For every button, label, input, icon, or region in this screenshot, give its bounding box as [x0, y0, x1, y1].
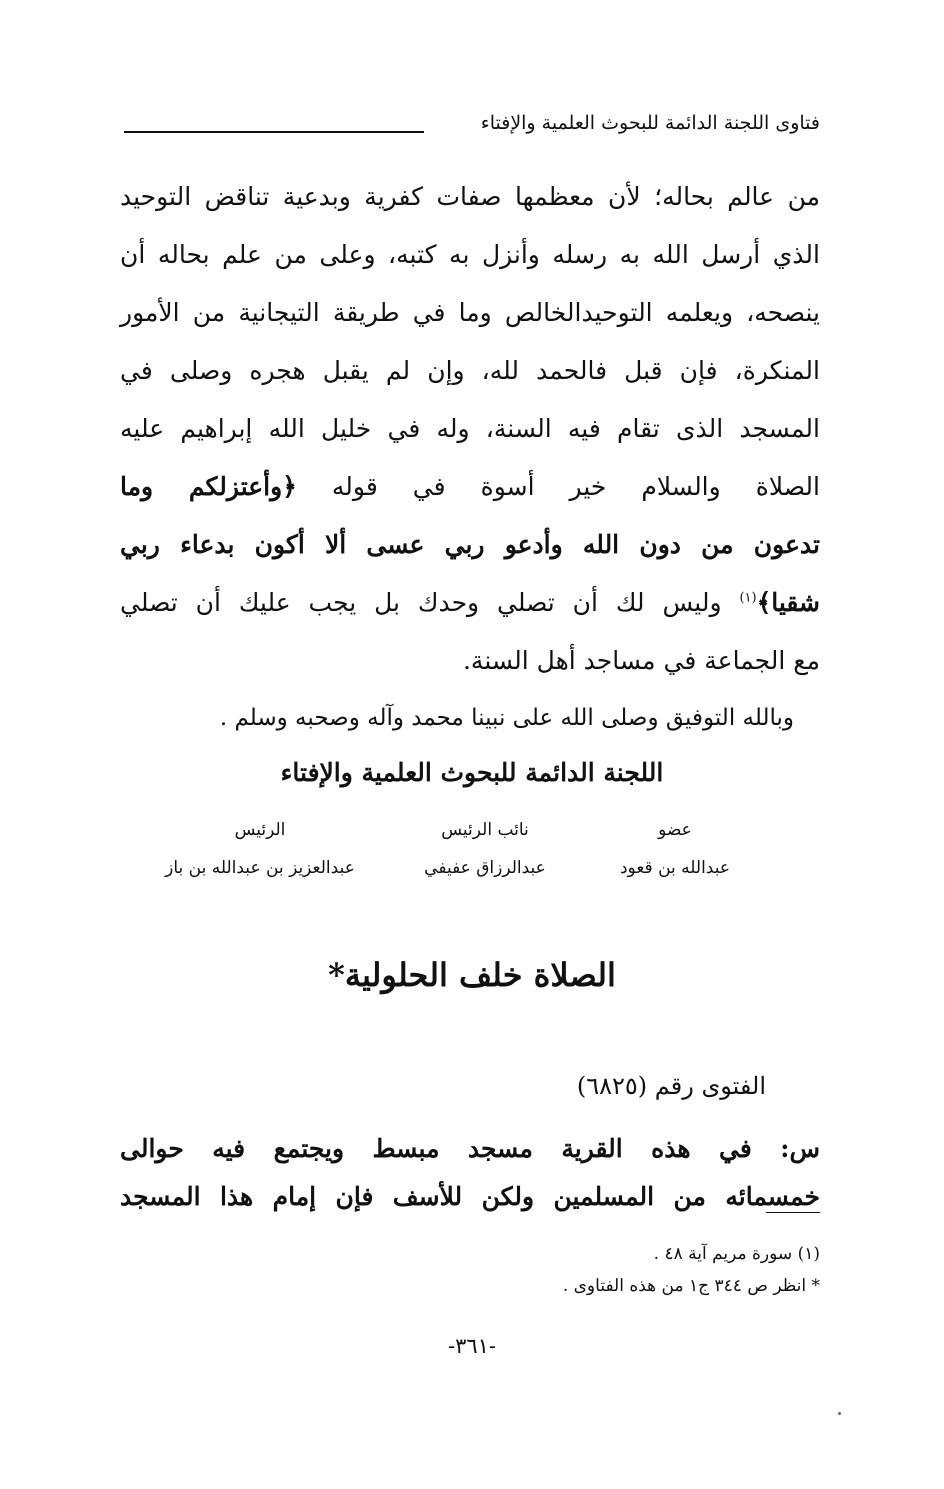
body-line: من عالم بحاله؛ لأن معظمها صفات كفرية وبدعية تناقض التوحيد — [120, 182, 820, 211]
header-rule — [124, 131, 424, 133]
verse-quote-end: شقيا﴾ — [756, 588, 820, 617]
footnote: (١) سورة مريم آية ٤٨ . — [653, 1244, 820, 1264]
footnote-ref: (١) — [739, 590, 757, 606]
verse-lead-line — [120, 474, 820, 499]
signatory-role: عضو — [658, 820, 692, 840]
verse-end-text: وليس لك أن تصلي وحدك بل يجب عليك أن تصلي — [120, 588, 740, 617]
signatory-name: عبدالله بن قعود — [619, 858, 730, 878]
signatory-member — [575, 820, 775, 878]
footnote: * انظر ص ٣٤٤ ج١ من هذه الفتاوى . — [562, 1276, 820, 1296]
signatory-role: نائب الرئيس — [441, 820, 529, 840]
verse-end-line — [120, 590, 820, 615]
running-header: فتاوى اللجنة الدائمة للبحوث العلمية والإفتاء — [480, 112, 820, 134]
body-line: المنكرة، فإن قبل فالحمد لله، وإن لم يقبل هجره وصلى في — [120, 356, 820, 385]
page-number: -٣٦١- — [447, 1334, 497, 1358]
committee-name: اللجنة الدائمة للبحوث العلمية والإفتاء — [280, 758, 664, 787]
question-line: س: في هذه القرية مسجد مبسط ويجتمع فيه حوالى — [120, 1134, 820, 1163]
footnote-rule — [766, 1212, 820, 1213]
verse-lead-text: الصلاة والسلام خير أسوة في قوله — [296, 472, 820, 501]
section-title: الصلاة خلف الحلولية* — [328, 956, 616, 994]
scan-speck — [838, 1412, 841, 1415]
body-line: المسجد الذى تقام فيه السنة، وله في خليل الله إبراهيم عليه — [120, 414, 820, 443]
signatory-name: عبدالعزيز بن عبدالله بن باز — [165, 858, 355, 878]
body-line: ينصحه، ويعلمه التوحيدالخالص وما في طريقة التيجانية من الأمور — [120, 298, 820, 327]
signatory-role: الرئيس — [234, 820, 286, 840]
signatory-name: عبدالرزاق عفيفي — [424, 858, 546, 878]
fatwa-number: الفتوى رقم (٦٨٢٥) — [576, 1072, 766, 1100]
closing-prayer: وبالله التوفيق وصلى الله على نبينا محمد وآله وصحبه وسلم . — [219, 705, 794, 731]
body-line-last: مع الجماعة في مساجد أهل السنة. — [462, 646, 820, 675]
question-line: خمسمائه من المسلمين ولكن للأسف فإن إمام هذا المسجد — [120, 1182, 820, 1211]
verse-quote-start: ﴿وأعتزلكم وما — [120, 472, 297, 501]
body-line: الذي أرسل الله به رسله وأنزل به كتبه، وعلى من علم بحاله أن — [120, 240, 820, 269]
signatory-vice-president — [385, 820, 585, 878]
verse-line: تدعون من دون الله وأدعو ربي عسى ألا أكون بدعاء ربي — [120, 530, 820, 559]
signatory-president — [160, 820, 360, 878]
